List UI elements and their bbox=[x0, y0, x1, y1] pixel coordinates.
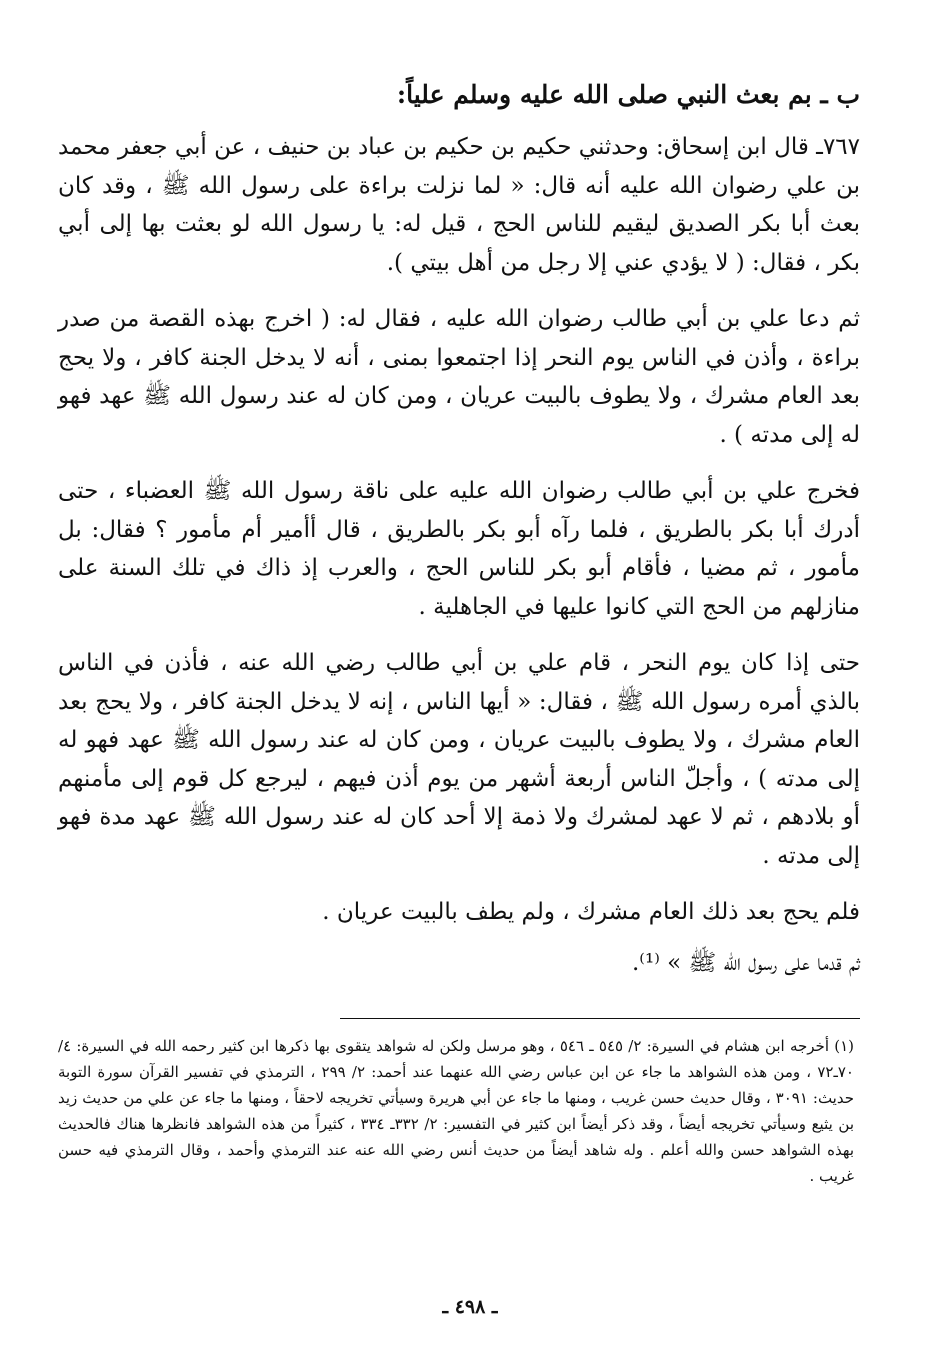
paragraph-hadith-767: ٧٦٧ـ قال ابن إسحاق: وحدثني حكيم بن حكيم بن عباد بن حنيف ، عن أبي جعفر محمد بن علي رضوان الله عليه أنه قال: « لما نزلت براءة على رسول الله ﷺ ، وقد كان بعث أبا بكر الصديق ليقيم للناس الحج ، قيل له: يا رسول الله لو بعثت بها إلى أبي بكر ، فقال: ( لا يؤدي عني إلا رجل من أهل بيتي ). bbox=[58, 134, 860, 276]
paragraph-return: ثم قدما على رسول الله ﷺ » ⁽¹⁾. bbox=[631, 949, 860, 976]
paragraph-ali-summoned: ثم دعا علي بن أبي طالب رضوان الله عليه ، فقال له: ( اخرج بهذه القصة من صدر براءة ، وأذن في الناس يوم النحر إذا اجتمعوا بمنى ، أنه لا يدخل الجنة كافر ، ولا يحج بعد العام مشرك ، ولا يطوف بالبيت عريان ، ومن كان له عند رسول الله ﷺ عهد فهو له إلى مدته ) . bbox=[58, 306, 860, 448]
paragraph-day-of-sacrifice: حتى إذا كان يوم النحر ، قام علي بن أبي طالب رضي الله عنه ، فأذن في الناس بالذي أمره رسول الله ﷺ ، فقال: « أيها الناس ، إنه لا يدخل الجنة كافر ، ولا يحج بعد العام مشرك ، ولا يطوف بالبيت عريان ، ومن كان له عند رسول الله ﷺ عهد فهو له إلى مدته ) ، وأجلّ الناس أربعة أشهر من يوم أذن فيهم ، ليرجع كل قوم إلى مأمنهم أو بلادهم ، ثم لا عهد لمشرك ولا ذمة إلا أحد كان له عند رسول الله ﷺ عهد مدة فهو إلى مدته . bbox=[58, 650, 860, 869]
footnote: (١) أخرجه ابن هشام في السيرة: ٢/ ٥٤٥ ـ ٥٤٦ ، وهو مرسل ولكن له شواهد يتقوى بها ذكرها ابن كثير رحمه الله في السيرة: ٤/ ٧٠ـ٧٢ ، ومن هذه الشواهد ما جاء عن ابن عباس رضي الله عنهما عند أحمد: ٢/ ٢٩٩ ، الترمذي في تفسير القرآن سورة التوبة حديث: ٣٠٩١ ، وقال حديث حسن غريب ، ومنها ما جاء عن أبي هريرة وسيأتي تخريجه لاحقاً ، ومنها ما جاء عن علي من حديث زيد بن يثيع وسيأتي تخريجه أيضاً ، وقد ذكر أيضاً ابن كثير في التفسير: ٢/ ٣٣٢ـ ٣٣٤ ، كثيراً من هذه الشواهد فانظرها هناك فالحديث بهذه الشواهد حسن والله أعلم . وله شاهد أيضاً من حديث أنس رضي الله عنه عند الترمذي وأحمد ، وقال الترمذي فيه حسن غريب . bbox=[58, 1037, 854, 1185]
paragraph-no-pilgrim-mushrik: فلم يحج بعد ذلك العام مشرك ، ولم يطف بالبيت عريان . bbox=[322, 899, 860, 925]
footnote-divider bbox=[340, 1018, 860, 1019]
section-heading: ب ـ بم بعث النبي صلى الله عليه وسلم علياً: bbox=[396, 80, 860, 109]
page-number: ـ ٤٩٨ ـ bbox=[442, 1296, 498, 1318]
paragraph-ali-departs: فخرج علي بن أبي طالب رضوان الله عليه على ناقة رسول الله ﷺ العضباء ، حتى أدرك أبا بكر بالطريق ، فلما رآه أبو بكر بالطريق ، قال أأمير أم مأمور ؟ فقال: بل مأمور ، ثم مضيا ، فأقام أبو بكر للناس الحج ، والعرب إذ ذاك في تلك السنة على منازلهم من الحج التي كانوا عليها في الجاهلية . bbox=[58, 478, 860, 620]
